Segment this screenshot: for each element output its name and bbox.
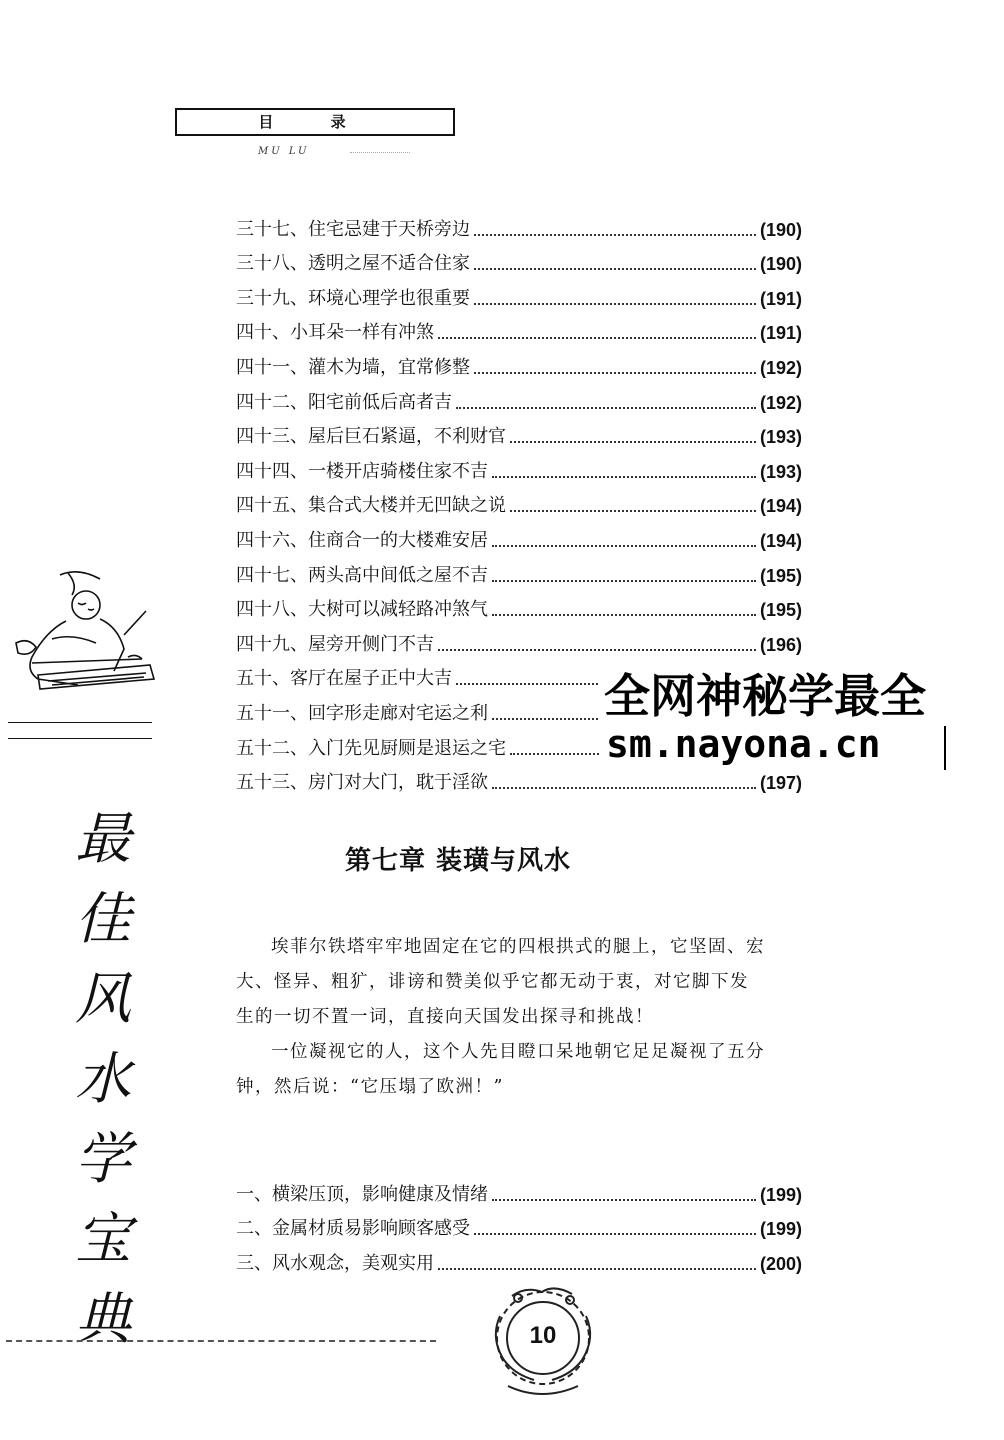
toc-leader-dots bbox=[492, 544, 756, 547]
toc-entry-title: 五十三、房门对大门，耽于淫欲 bbox=[236, 772, 488, 794]
toc-entry-title: 四十九、屋旁开侧门不吉 bbox=[236, 633, 434, 655]
book-title-char: 最 bbox=[75, 807, 131, 872]
toc-entry-title: 五十、客厅在屋子正中大吉 bbox=[236, 668, 452, 690]
toc-entry bbox=[236, 1206, 802, 1241]
toc-entry-page: (194) bbox=[759, 496, 802, 517]
watermark-url: sm.nayona.cn bbox=[606, 722, 881, 766]
toc-entry-page: (196) bbox=[759, 634, 802, 655]
text-cursor bbox=[944, 726, 946, 770]
chapter-quote bbox=[236, 930, 766, 1105]
toc-leader-dots bbox=[438, 336, 756, 339]
book-title-char: 水 bbox=[75, 1047, 131, 1112]
toc-entry-page: (190) bbox=[759, 219, 802, 240]
toc-entry bbox=[236, 275, 802, 310]
toc-entry-title: 三、风水观念，美观实用 bbox=[236, 1252, 434, 1274]
header-rule bbox=[350, 152, 410, 153]
toc-list-lower bbox=[236, 1171, 802, 1275]
toc-leader-dots bbox=[510, 509, 756, 512]
toc-entry bbox=[236, 206, 802, 241]
toc-entry-title: 四十八、大树可以减轻路冲煞气 bbox=[236, 599, 488, 621]
toc-leader-dots bbox=[510, 440, 756, 443]
page-number: 10 bbox=[529, 1322, 557, 1349]
toc-entry bbox=[236, 1240, 802, 1275]
book-title-char: 学 bbox=[75, 1127, 131, 1192]
toc-entry bbox=[236, 1171, 802, 1206]
toc-entry bbox=[236, 517, 802, 552]
toc-entry bbox=[236, 448, 802, 483]
toc-entry-page: (191) bbox=[759, 323, 802, 344]
toc-entry-page: (192) bbox=[759, 392, 802, 413]
chapter-heading: 第七章 装璜与风水 bbox=[345, 846, 572, 876]
toc-entry-page: (200) bbox=[759, 1253, 802, 1274]
toc-leader-dots bbox=[474, 371, 756, 374]
toc-entry-page: (191) bbox=[759, 288, 802, 309]
toc-entry bbox=[236, 587, 802, 622]
toc-entry bbox=[236, 310, 802, 345]
toc-entry-title: 四十、小耳朵一样有冲煞 bbox=[236, 322, 434, 344]
book-title-char: 宝 bbox=[75, 1207, 131, 1272]
toc-entry-title: 三十九、环境心理学也很重要 bbox=[236, 287, 470, 309]
toc-entry-page: (194) bbox=[759, 530, 802, 551]
toc-entry-page: (190) bbox=[759, 254, 802, 275]
toc-leader-dots bbox=[492, 579, 756, 582]
toc-entry-title: 四十四、一楼开店骑楼住家不吉 bbox=[236, 460, 488, 482]
toc-leader-dots bbox=[492, 475, 756, 478]
toc-leader-dots bbox=[474, 1232, 756, 1235]
toc-header-title: 目 录 bbox=[175, 108, 455, 136]
toc-leader-dots bbox=[492, 786, 756, 789]
toc-entry-page: (195) bbox=[759, 600, 802, 621]
quote-paragraph-1: 埃菲尔铁塔牢牢地固定在它的四根拱式的腿上，它坚固、宏大、怪异、粗犷，诽谤和赞美似乎它都无动于衷，对它脚下发生的一切不置一词，直接向天国发出探寻和挑战！ bbox=[236, 937, 765, 1027]
toc-entry bbox=[236, 414, 802, 449]
toc-entry-title: 五十一、回字形走廊对宅运之利 bbox=[236, 702, 488, 724]
toc-entry-title: 二、金属材质易影响顾客感受 bbox=[236, 1218, 470, 1240]
toc-entry-title: 三十七、住宅忌建于天桥旁边 bbox=[236, 218, 470, 240]
toc-leader-dots bbox=[474, 302, 756, 305]
toc-entry-page: (193) bbox=[759, 461, 802, 482]
watermark-title: 全网神秘学最全 bbox=[604, 669, 926, 723]
toc-entry-page: (197) bbox=[759, 773, 802, 794]
toc-entry-title: 四十五、集合式大楼并无凹缺之说 bbox=[236, 495, 506, 517]
toc-leader-dots bbox=[474, 267, 756, 270]
toc-entry bbox=[236, 379, 802, 414]
toc-entry-page: (199) bbox=[759, 1184, 802, 1205]
toc-entry-title: 五十二、入门先见厨厕是退运之宅 bbox=[236, 737, 506, 759]
toc-leader-dots bbox=[492, 613, 756, 616]
book-title-char: 风 bbox=[75, 967, 131, 1032]
toc-entry bbox=[236, 344, 802, 379]
toc-entry-title: 四十七、两头高中间低之屋不吉 bbox=[236, 564, 488, 586]
toc-entry-page: (199) bbox=[759, 1219, 802, 1240]
side-rule-bottom bbox=[8, 738, 152, 739]
toc-leader-dots bbox=[456, 406, 756, 409]
toc-entry-title: 一、横梁压顶，影响健康及情绪 bbox=[236, 1183, 488, 1205]
toc-entry-page: (193) bbox=[759, 427, 802, 448]
toc-entry-title: 四十三、屋后巨石紧逼，不利财官 bbox=[236, 426, 506, 448]
toc-entry bbox=[236, 483, 802, 518]
toc-leader-dots bbox=[438, 1267, 756, 1270]
toc-entry-title: 四十六、住商合一的大楼难安居 bbox=[236, 529, 488, 551]
toc-leader-dots bbox=[438, 648, 756, 651]
toc-leader-dots bbox=[492, 1198, 756, 1201]
toc-entry-page: (192) bbox=[759, 357, 802, 378]
monk-writing-illustration bbox=[8, 565, 158, 705]
book-title-char: 佳 bbox=[75, 887, 131, 952]
toc-header-pinyin: MU LU bbox=[258, 146, 310, 157]
page-number-medallion bbox=[478, 1276, 608, 1406]
toc-entry-title: 三十八、透明之屋不适合住家 bbox=[236, 253, 470, 275]
bottom-dashed-rule bbox=[6, 1340, 436, 1342]
toc-leader-dots bbox=[474, 233, 756, 236]
quote-paragraph-2: 一位凝视它的人，这个人先目瞪口呆地朝它足足凝视了五分钟，然后说：“它压塌了欧洲！” bbox=[236, 1042, 765, 1097]
toc-entry bbox=[236, 552, 802, 587]
side-rule-top bbox=[8, 722, 152, 723]
book-title-char: 典 bbox=[75, 1287, 131, 1352]
toc-entry-title: 四十二、阳宅前低后高者吉 bbox=[236, 391, 452, 413]
vertical-book-title bbox=[68, 800, 138, 1360]
toc-entry-title: 四十一、灌木为墙，宜常修整 bbox=[236, 356, 470, 378]
toc-entry bbox=[236, 621, 802, 656]
toc-entry bbox=[236, 241, 802, 276]
toc-entry-page: (195) bbox=[759, 565, 802, 586]
